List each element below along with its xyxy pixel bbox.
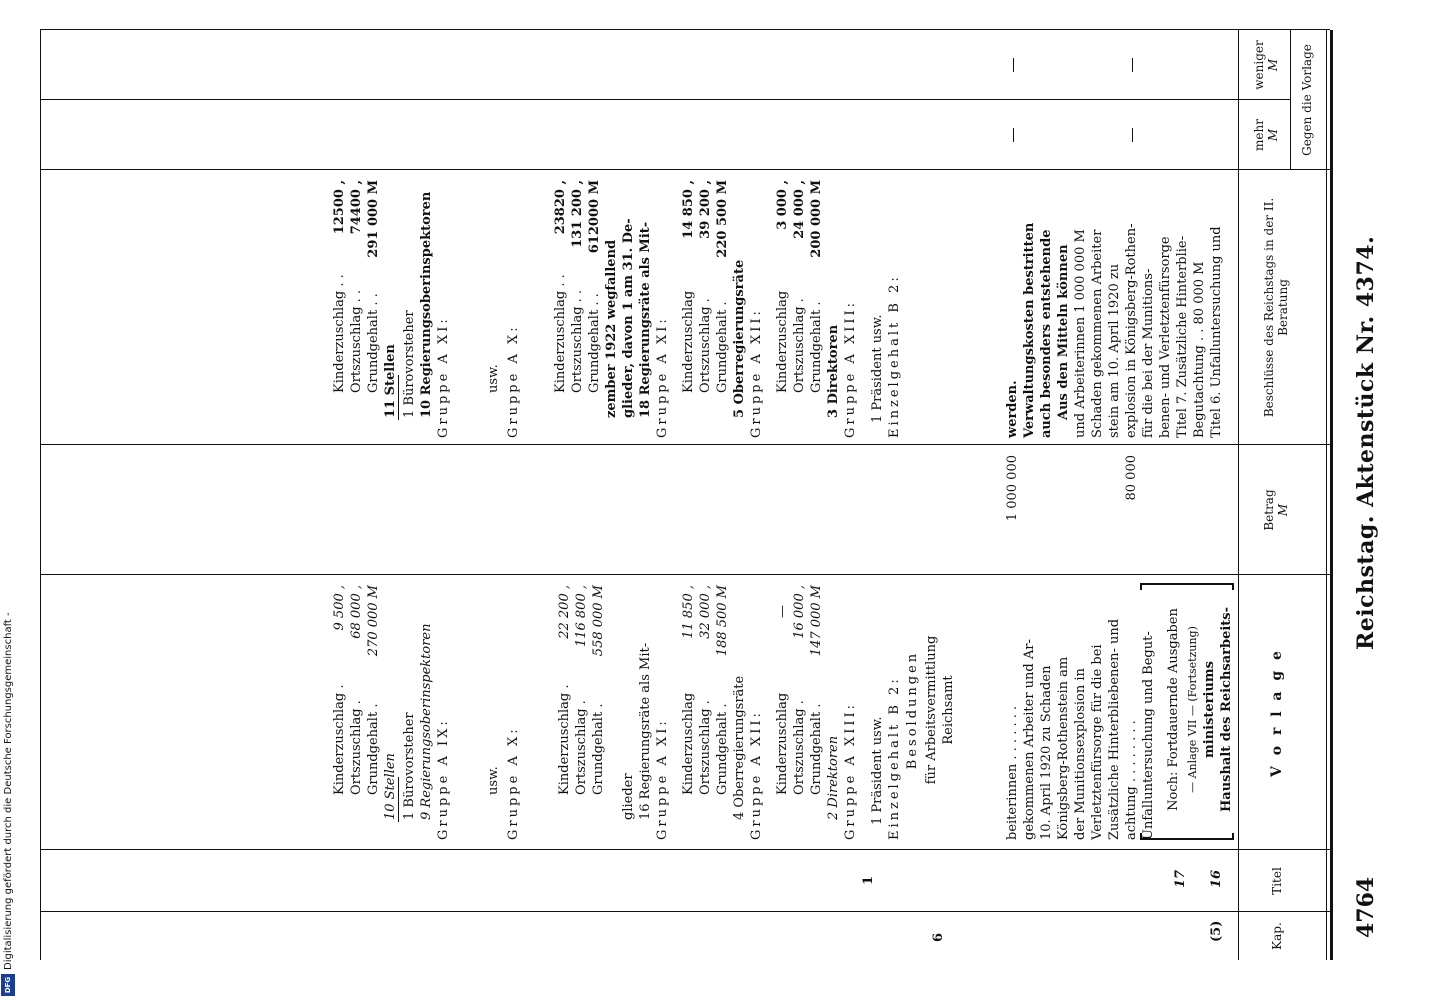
vorlage-g13: Gruppe A XIII: bbox=[843, 701, 858, 840]
besch-g11-count3: zember 1922 wegfallend bbox=[604, 239, 619, 418]
besch-g13-grund-value: 200 000 M bbox=[809, 180, 824, 258]
besch-einzelgehalt: Einzelgehalt B 2: bbox=[887, 274, 902, 438]
besch-line12: Verwaltungskosten bestritten bbox=[1022, 222, 1037, 438]
kap-5: (5) bbox=[1209, 920, 1224, 942]
rule-betrag bbox=[40, 444, 1330, 445]
col-head-kap: Kap. bbox=[1270, 922, 1284, 950]
vorlage-g9-orts-value: 68 000 , bbox=[349, 585, 364, 639]
besch-g10: Gruppe A X: bbox=[506, 324, 521, 438]
vorlage-heading3: — Anlage VII — (Fortsetzung) bbox=[1186, 626, 1199, 793]
besch-g9: Gruppe A XI: bbox=[436, 316, 451, 438]
col-head-titel: Titel bbox=[1270, 867, 1284, 895]
vorlage-g9-grund: Grundgehalt . bbox=[366, 703, 381, 795]
besch-g12-kinder: Kinderzuschlag bbox=[681, 290, 696, 393]
vorlage-heading2: ministeriums bbox=[1202, 661, 1217, 758]
vorlage-t17-line7: beiterinnen . . . . . . . bbox=[1005, 705, 1020, 840]
vorlage-g13-grund-value: 147 000 M bbox=[809, 585, 824, 657]
titel-1: 1 bbox=[861, 875, 876, 885]
vorlage-g9-line1: 9 Regierungsoberinspektoren bbox=[419, 623, 434, 820]
besch-g13-kinder: Kinderzuschlag bbox=[775, 290, 790, 393]
rule-beschluesse bbox=[40, 169, 1330, 170]
mehr-label: mehr bbox=[1252, 119, 1266, 151]
besch-g9-line1: 10 Regierungsoberinspektoren bbox=[419, 191, 434, 418]
vorlage-t17-line2: Verletztenfürsorge für die bei bbox=[1090, 644, 1105, 840]
besch-g9-orts-value: 74400 , bbox=[349, 180, 364, 235]
vorlage-einzelgehalt: Einzelgehalt B 2: bbox=[887, 676, 902, 840]
besch-g9-grund: Grundgehalt . . bbox=[366, 293, 381, 393]
besch-g13: Gruppe A XIII: bbox=[843, 299, 858, 438]
vorlage-g11-kinder: Kinderzuschlag . bbox=[557, 684, 572, 795]
vorlage-g13-count: 2 Direktoren bbox=[826, 735, 841, 820]
besch-line7: stein am 10. April 1920 zu bbox=[1107, 263, 1122, 438]
vorlage-g10: Gruppe A X: bbox=[506, 726, 521, 840]
titel-16: 16 bbox=[1209, 869, 1224, 888]
vorlage-g13-grund: Grundgehalt . bbox=[809, 703, 824, 795]
rule-kap bbox=[40, 911, 1330, 912]
besch-g11-count2: glieder, davon 1 am 31. De- bbox=[621, 218, 636, 418]
weniger-dash-t16 bbox=[1132, 58, 1133, 72]
besch-g11-grund-value: 612000 M bbox=[587, 180, 602, 254]
besch-g11-orts: Ortszuschlag . . bbox=[570, 289, 585, 393]
besch-g12-count: 5 Oberregierungsräte bbox=[732, 259, 747, 418]
vorlage-g9-orts: Ortszuschlag . bbox=[349, 700, 364, 795]
besch-line8: Schaden gekommenen Arbeiter bbox=[1090, 229, 1105, 438]
weniger-dash-t17 bbox=[1013, 58, 1014, 72]
mehr-dash-t17 bbox=[1013, 128, 1014, 142]
reichsamt-name2: für Arbeitsvermittlung bbox=[924, 635, 939, 785]
weniger-label: weniger bbox=[1252, 40, 1266, 90]
besch-g13-count: 3 Direktoren bbox=[826, 324, 841, 418]
besch-line4: benen- und Verletztenfürsorge bbox=[1158, 236, 1173, 438]
besch-g9-line2: 1 Bürovorsteher bbox=[402, 310, 417, 418]
top-rule bbox=[1330, 30, 1333, 960]
rule-titel bbox=[40, 849, 1330, 850]
besch-g13-grund: Grundgehalt . bbox=[809, 301, 824, 393]
col-head-weniger bbox=[1252, 30, 1280, 100]
besch-g13-kinder-value: 3 000 , bbox=[775, 180, 790, 230]
vorlage-t16-line2: achtung . . . . . . . . bbox=[1124, 720, 1139, 840]
betrag-unit: M bbox=[1276, 503, 1290, 517]
page-title: Reichstag. Aktenstück Nr. 4374. bbox=[1353, 235, 1379, 650]
vorlage-t17-line5: 10. April 1920 zu Schaden bbox=[1039, 665, 1054, 840]
vorlage-g13-kinder: Kinderzuschlag bbox=[775, 692, 790, 795]
vorlage-g11-grund: Grundgehalt . bbox=[591, 703, 606, 795]
betrag-t16: 80 000 bbox=[1124, 455, 1139, 501]
besch-line3: Titel 7. Zusätzliche Hinterblie- bbox=[1175, 236, 1190, 438]
vorlage-g11-orts: Ortszuschlag . bbox=[574, 700, 589, 795]
besch-g9-kinder: Kinderzuschlag . . bbox=[332, 274, 347, 393]
besch-line13: werden. bbox=[1005, 380, 1020, 438]
mehr-dash-t16 bbox=[1132, 128, 1133, 142]
vorlage-g13-orts-value: 16 000 , bbox=[792, 585, 807, 639]
besch-g11-grund: Grundgehalt . . bbox=[587, 293, 602, 393]
mehr-unit: M bbox=[1266, 128, 1280, 142]
vorlage-g11: Gruppe A XI: bbox=[655, 718, 670, 840]
vorlage-g9-grund-value: 270 000 M bbox=[366, 585, 381, 657]
vorlage-t17-line3: der Munitionsexplosion in bbox=[1073, 668, 1088, 840]
rule-mehr bbox=[40, 99, 1290, 100]
besch-g13-orts-value: 24 000 , bbox=[792, 180, 807, 239]
besch-g11-kinder: Kinderzuschlag . . bbox=[553, 274, 568, 393]
vorlage-g12-kinder: Kinderzuschlag bbox=[681, 692, 696, 795]
vorlage-g12-grund: Grundgehalt . bbox=[715, 703, 730, 795]
vorlage-g13-orts: Ortszuschlag . bbox=[792, 700, 807, 795]
betrag-label: Betrag bbox=[1262, 489, 1276, 531]
kap-6: 6 bbox=[931, 932, 946, 942]
gegen-rule bbox=[1290, 30, 1291, 170]
besch-line1: Titel 6. Unfalluntersuchung und bbox=[1209, 226, 1224, 438]
besch-g12-kinder-value: 14 850 , bbox=[681, 180, 696, 239]
vorlage-g11-grund-value: 558 000 M bbox=[591, 585, 606, 657]
vorlage-heading4: Noch: Fortdauernde Ausgaben bbox=[1166, 608, 1181, 811]
besch-g12-orts: Ortszuschlag . bbox=[698, 298, 713, 393]
vorlage-g12-orts: Ortszuschlag . bbox=[698, 700, 713, 795]
bottom-rule bbox=[40, 30, 41, 960]
dfg-logo: DFG bbox=[1, 974, 15, 996]
vorlage-g9: Gruppe A IX: bbox=[436, 718, 451, 840]
rule-vorlage bbox=[40, 574, 1330, 575]
weniger-unit: M bbox=[1266, 58, 1280, 72]
vorlage-g12-count: 4 Oberregierungsräte bbox=[732, 675, 747, 820]
col-head-mehr bbox=[1252, 100, 1280, 170]
besch-line5: für die bei der Munitions- bbox=[1141, 268, 1156, 438]
vorlage-g13-kinder-value: — bbox=[775, 605, 790, 618]
besch-g9-orts: Ortszuschlag . . bbox=[349, 289, 364, 393]
besch-g9-kinder-value: 12500 , bbox=[332, 180, 347, 235]
digitization-note-text: Digitalisierung gefördert durch die Deutsche Forschungsgemeinschaft - bbox=[3, 612, 14, 970]
vorlage-g12-kinder-value: 11 850 , bbox=[681, 585, 696, 639]
titel-17: 17 bbox=[1173, 869, 1188, 888]
betrag-t17: 1 000 000 bbox=[1005, 455, 1020, 522]
besch-g13-orts: Ortszuschlag . bbox=[792, 298, 807, 393]
besch-g9-grund-value: 291 000 M bbox=[366, 180, 381, 258]
vorlage-t17-line6: gekommenen Arbeiter und Ar- bbox=[1022, 639, 1037, 840]
vorlage-g11-count: 16 Regierungsräte als Mit- bbox=[638, 642, 653, 820]
besch-g11: Gruppe A XI: bbox=[655, 316, 670, 438]
vorlage-g11-count2: glieder bbox=[621, 773, 636, 820]
vorlage-praesident: 1 Präsident usw. bbox=[870, 716, 885, 825]
besch-line11: auch besonders entstehende bbox=[1039, 229, 1054, 438]
besch-line2: Begutachtung . . 80 000 M bbox=[1192, 261, 1207, 438]
besch-g11-count: 18 Regierungsräte als Mit- bbox=[638, 221, 653, 418]
reichsamt-name1: Reichsamt bbox=[941, 675, 956, 745]
besch-g12-orts-value: 39 200 , bbox=[698, 180, 713, 239]
besch-g12-grund-value: 220 500 M bbox=[715, 180, 730, 258]
besch-g10-usw: usw. bbox=[486, 364, 501, 393]
vorlage-t16-line1: Unfalluntersuchung und Begut- bbox=[1141, 631, 1156, 840]
vorlage-g10-usw: usw. bbox=[486, 766, 501, 795]
besch-g11-kinder-value: 23820 , bbox=[553, 180, 568, 235]
col-head-vorlage: V o r l a g e bbox=[1269, 648, 1285, 777]
besch-line9: und Arbeiterinnen 1 000 000 M bbox=[1073, 229, 1088, 438]
vorlage-g12-orts-value: 32 000 , bbox=[698, 585, 713, 639]
besch-g12-grund: Grundgehalt . bbox=[715, 301, 730, 393]
vorlage-g9-line3: 10 Stellen bbox=[383, 753, 398, 820]
vorlage-t17-line4: Königsberg-Rothenstein am bbox=[1056, 656, 1071, 840]
page-number: 4764 bbox=[1353, 876, 1379, 938]
vorlage-g12: Gruppe A XII: bbox=[749, 710, 764, 840]
vorlage-t17-line1: Zusätzliche Hinterbliebenen- und bbox=[1107, 618, 1122, 840]
vorlage-g9-kinder: Kinderzuschlag . bbox=[332, 684, 347, 795]
vorlage-g11-orts-value: 116 800 , bbox=[574, 585, 589, 648]
rule-right bbox=[40, 29, 1330, 30]
besch-g9-line3: 11 Stellen bbox=[383, 344, 398, 418]
vorlage-heading1: Haushalt des Reichsarbeits- bbox=[1219, 606, 1234, 813]
vorlage-g11-kinder-value: 22 200 , bbox=[557, 585, 572, 639]
vorlage-g12-grund-value: 188 500 M bbox=[715, 585, 730, 657]
besch-line10: Aus den Mitteln können bbox=[1056, 244, 1071, 420]
besch-g12: Gruppe A XII: bbox=[749, 308, 764, 438]
vorlage-g9-kinder-value: 9 500 , bbox=[332, 585, 347, 631]
col-head-gegen: Gegen die Vorlage bbox=[1300, 44, 1314, 156]
besch-g11-orts-value: 131 200 , bbox=[570, 180, 585, 248]
vorlage-besoldungen: Besoldungen bbox=[905, 650, 920, 770]
col-head-betrag bbox=[1262, 445, 1290, 575]
vorlage-g9-line2: 1 Bürovorsteher bbox=[402, 712, 417, 820]
col-head-beschluesse: Beschlüsse des Reichstags in der II. Beratung bbox=[1262, 197, 1290, 418]
besch-line6: explosion in Königsberg-Rothen- bbox=[1124, 223, 1139, 438]
besch-praesident: 1 Präsident usw. bbox=[870, 314, 885, 423]
